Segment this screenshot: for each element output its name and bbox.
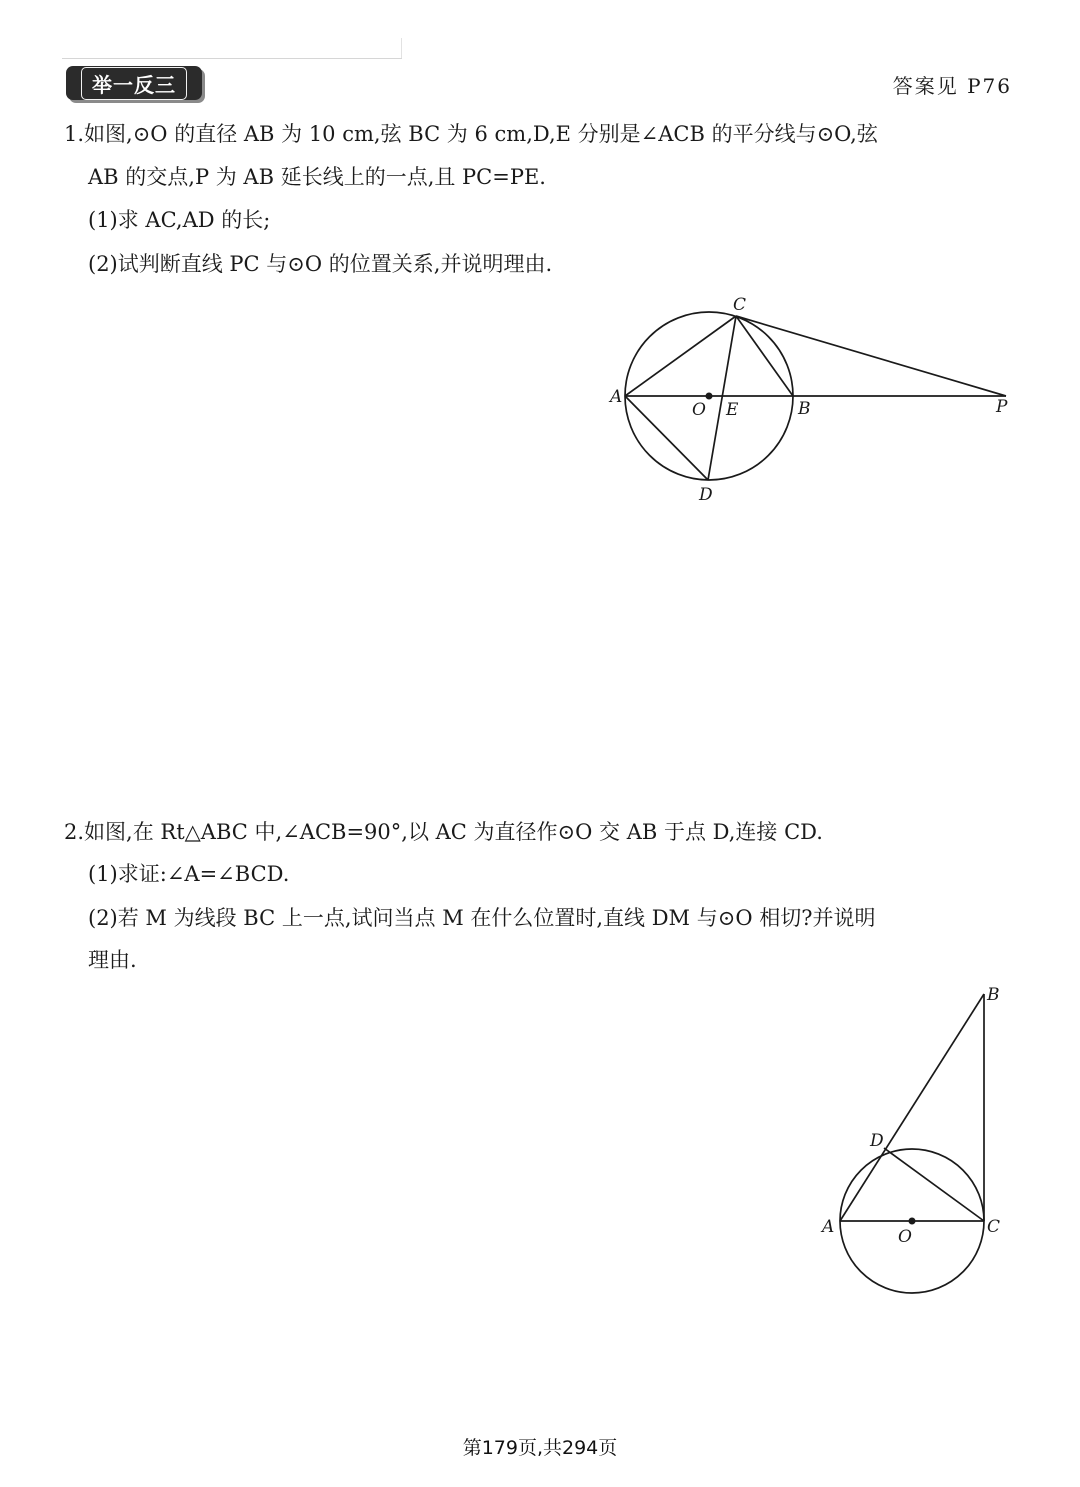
label-a: A	[610, 387, 623, 407]
label-e: E	[726, 400, 739, 420]
label-a: A	[822, 1217, 835, 1237]
answer-reference: 答案见 P76	[892, 74, 1012, 98]
problem2-part2-line1: (2)若 M 为线段 BC 上一点,试问当点 M 在什么位置时,直线 DM 与⊙O 相切?并说明	[88, 906, 876, 930]
label-c: C	[733, 295, 747, 315]
label-b: B	[798, 399, 811, 419]
page-indicator: 第179页,共294页	[462, 1437, 618, 1459]
segment-ab	[840, 994, 984, 1221]
problem1-line1: 1.如图,⊙O 的直径 AB 为 10 cm,弦 BC 为 6 cm,D,E 分别是∠ACB 的平分线与⊙O,弦	[64, 122, 878, 146]
top-tick	[401, 38, 402, 58]
segment-cp	[736, 316, 1006, 396]
problem2-part1: (1)求证:∠A=∠BCD.	[88, 862, 290, 886]
segment-cd	[708, 316, 736, 480]
segment-ac	[625, 316, 736, 396]
problem1-line2: AB 的交点,P 为 AB 延长线上的一点,且 PC=PE.	[88, 165, 546, 189]
segment-cd	[884, 1148, 984, 1221]
center-dot-o	[706, 393, 713, 400]
center-dot-o	[909, 1218, 916, 1225]
label-o: O	[898, 1227, 912, 1247]
problem1-part2: (2)试判断直线 PC 与⊙O 的位置关系,并说明理由.	[88, 252, 553, 276]
label-o: O	[692, 400, 706, 420]
problem1-part1: (1)求 AC,AD 的长;	[88, 208, 271, 232]
problem2-figure	[815, 980, 1015, 1310]
section-badge-label: 举一反三	[81, 67, 187, 100]
label-p: P	[996, 397, 1008, 417]
label-c: C	[987, 1217, 1001, 1237]
problem2-line1: 2.如图,在 Rt△ABC 中,∠ACB=90°,以 AC 为直径作⊙O 交 AB 于点 D,连接 CD.	[64, 820, 823, 844]
problem2-part2-line2: 理由.	[88, 948, 137, 972]
segment-bc	[736, 316, 793, 396]
label-d: D	[870, 1131, 884, 1151]
problem1-figure	[600, 290, 1020, 520]
label-b: B	[987, 985, 1000, 1005]
section-badge	[66, 66, 202, 100]
label-d: D	[699, 485, 713, 505]
top-rule	[62, 58, 402, 59]
